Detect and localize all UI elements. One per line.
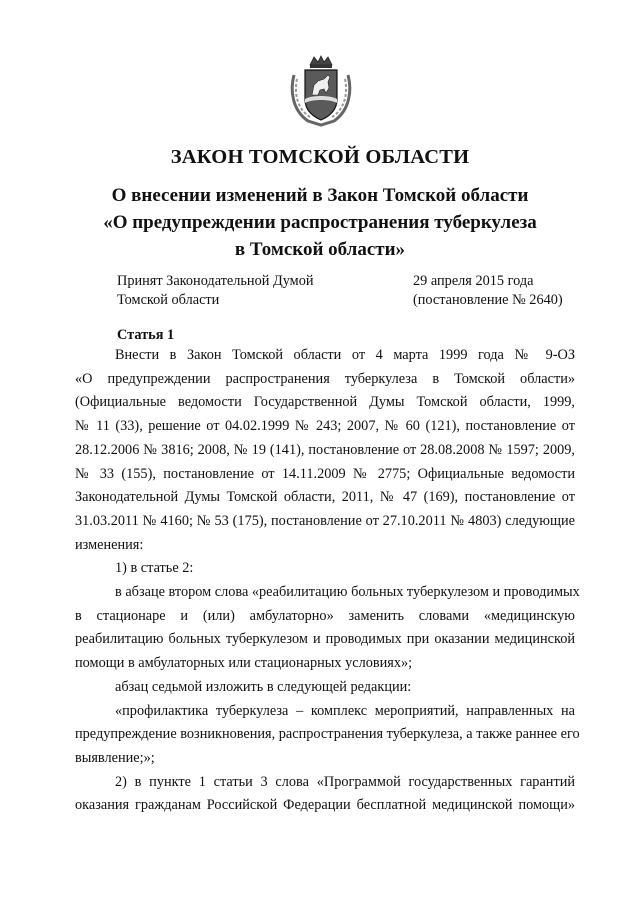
article-text-line: абзац седьмой изложить в следующей редакции:	[115, 678, 412, 695]
article-body	[75, 344, 580, 818]
article-text-line: № 33 (155), постановление от 14.11.2009 № 2775; Официальные ведомости	[75, 465, 575, 482]
article-text-line: Законодательной Думы Томской области, 2011, № 47 (169), постановление от	[75, 489, 575, 506]
adopted-by-line: Принят Законодательной Думой	[117, 273, 314, 289]
adoption-info	[117, 272, 314, 310]
adopted-by-region: Томской области	[117, 292, 220, 308]
subtitle-line: О внесении изменений в Закон Томской области	[111, 185, 529, 206]
article-text-line: предупреждение возникновения, распространения туберкулеза, а также раннее его	[75, 726, 580, 743]
adoption-date: 29 апреля 2015 года	[413, 273, 534, 289]
law-subtitle	[70, 182, 570, 263]
coat-of-arms-icon	[288, 55, 354, 127]
article-text-line: Внести в Закон Томской области от 4 марта 1999 года № 9-ОЗ	[115, 347, 575, 363]
subtitle-line: в Томской области»	[234, 239, 406, 260]
article-text-line: 1) в статье 2:	[115, 560, 194, 577]
article-text-line: «О предупреждении распространения туберкулеза в Томской области»	[75, 370, 575, 387]
article-text-line: выявление;»;	[75, 749, 155, 766]
article-text-line: 31.03.2011 № 4160; № 53 (175), постановление от 27.10.2011 № 4803) следующие	[75, 512, 575, 529]
law-title: ЗАКОН ТОМСКОЙ ОБЛАСТИ	[170, 146, 470, 168]
article-text-line: № 11 (33), решение от 04.02.1999 № 243; 2007, № 60 (121), постановление от	[75, 418, 575, 435]
article-text-line: реабилитацию больных туберкулезом и проводимых при оказании медицинской	[75, 631, 575, 648]
article-text-line: (Официальные ведомости Государственной Думы Томской области, 1999,	[75, 394, 575, 411]
article-text-line: в стационаре и (или) амбулаторно» заменить словами «медицинскую	[75, 607, 575, 624]
resolution-number: (постановление № 2640)	[413, 292, 563, 308]
adoption-date-info	[413, 272, 563, 310]
article-text-line: оказания гражданам Российской Федерации бесплатной медицинской помощи»	[75, 797, 575, 814]
article-text-line: 28.12.2006 № 3816; 2008, № 19 (141), постановление от 28.08.2008 № 1597; 2009,	[75, 441, 575, 458]
subtitle-line: «О предупреждении распространения туберкулеза	[103, 212, 537, 233]
article-text-line: «профилактика туберкулеза – комплекс мероприятий, направленных на	[115, 702, 575, 719]
article-text-line: в абзаце втором слова «реабилитацию больных туберкулезом и проводимых	[115, 584, 580, 601]
article-text-line: помощи в амбулаторных или стационарных условиях»;	[75, 655, 413, 672]
article-heading: Статья 1	[117, 327, 175, 343]
article-text-line: 2) в пункте 1 статьи 3 слова «Программой государственных гарантий	[115, 773, 575, 790]
article-text-line: изменения:	[75, 536, 144, 553]
